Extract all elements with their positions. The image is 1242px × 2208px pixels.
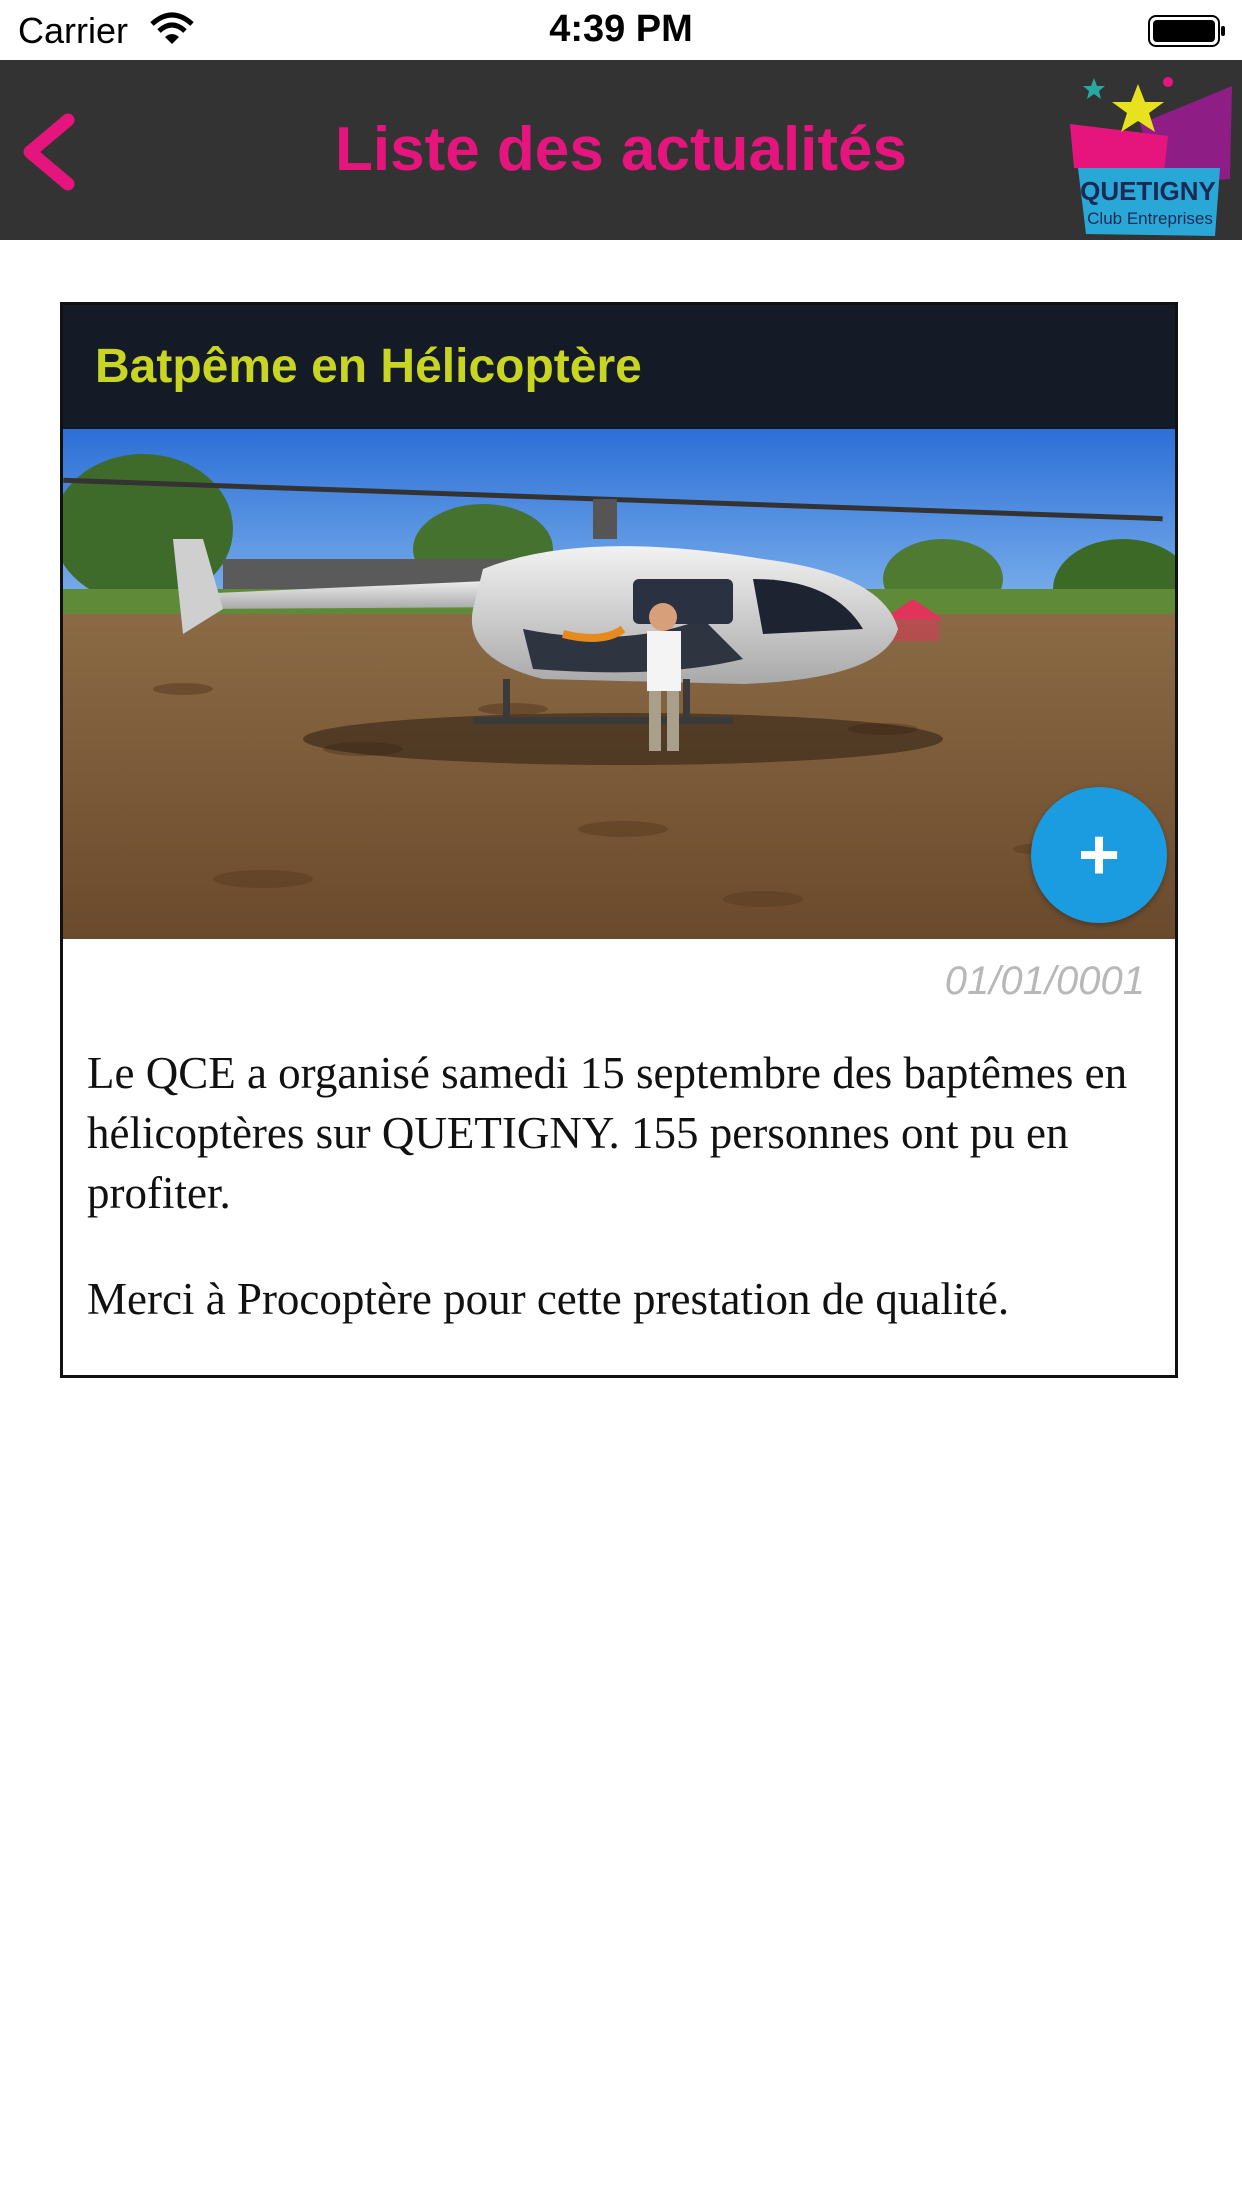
status-time: 4:39 PM — [549, 8, 693, 50]
helicopter-photo — [63, 429, 1175, 939]
news-card[interactable] — [60, 302, 1178, 1378]
card-header — [63, 305, 1175, 429]
logo-text-quetigny: QUETIGNY — [1080, 176, 1216, 206]
article-body — [87, 1043, 1147, 1375]
article-date: 01/01/0001 — [944, 959, 1145, 1003]
article-paragraph: Le QCE a organisé samedi 15 septembre des baptêmes en hélicoptères sur QUETIGNY. 155 personnes ont pu en profiter. — [87, 1048, 1128, 1218]
carrier-label: Carrier — [18, 10, 129, 51]
plus-icon: + — [1077, 815, 1121, 895]
battery-icon — [1148, 14, 1228, 53]
add-button[interactable] — [1031, 787, 1167, 923]
status-bar — [0, 0, 1242, 60]
card-title: Batpême en Hélicoptère — [95, 340, 642, 393]
page-title: Liste des actualités — [334, 115, 908, 184]
club-logo — [1060, 64, 1240, 236]
article-paragraph: Merci à Procoptère pour cette prestation de qualité. — [87, 1274, 1010, 1324]
nav-bar — [0, 60, 1242, 240]
logo-text-club: Club Entreprises — [1087, 209, 1213, 228]
